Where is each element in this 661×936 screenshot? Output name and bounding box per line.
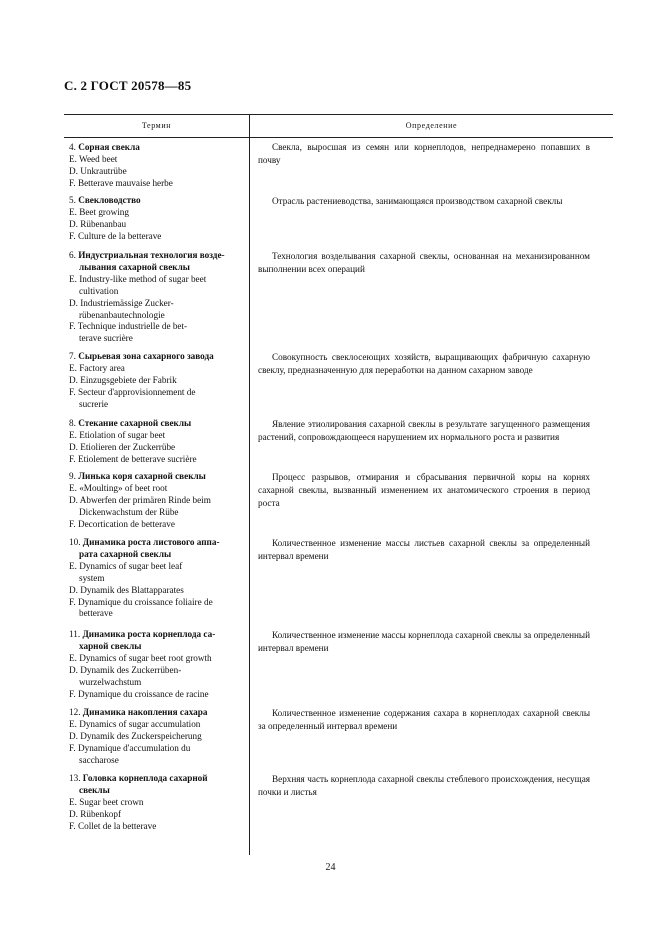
definition-entry-6: Технология возделывания сахарной свеклы, основанная на механизированном выполнении всех операций [258,251,590,274]
table-header-rule [64,137,613,138]
definition-entry-4: Свекла, выросшая из семян или корнеплодов, непреднамерено попавших в почву [258,142,590,165]
definition-entry-13: Верхняя часть корнеплода сахарной свеклы стеблевого происхождения, несущая почки и листья [258,774,590,797]
definition-entry-5: Отрасль растениеводства, занимающаяся производством сахарной свеклы [272,196,563,206]
term-entry-5: 5. Свекловодство E. Beet growing D. Rübenanbau F. Culture de la betterave [69,195,162,241]
term-entry-10: 10. Динамика роста листового аппа- рата сахарной свеклы E. Dynamics of sugar beet leaf system D. Dynamik des Blattapparates F. Dynamique du croissance foliaire de betterave [69,537,220,619]
column-header-definitions: Определение [405,121,458,130]
definition-entry-7: Совокупность свеклосеющих хозяйств, выращивающих фабричную сахарную свеклу, предназначенную для переработки на данном сахарном заводе [258,352,590,375]
definition-entry-8: Явление этиолирования сахарной свеклы в результате загущенного размещения растений, сопровождающееся нарушением их нормального роста и развития [258,419,590,442]
definition-entry-11: Количественное изменение массы корнеплода сахарной свеклы за определенный интервал времени [258,630,590,653]
definition-entry-12: Количественное изменение содержания сахара в корнеплодах сахарной свеклы за определенный интервал времени [258,708,590,731]
definition-entry-10: Количественное изменение массы листьев сахарной свеклы за определенный интервал времени [258,538,590,561]
term-entry-11: 11. Динамика роста корнеплода са- харной свеклы E. Dynamics of sugar beet root growth D. Dynamik des Zuckerrüben- wurzelwachstum F. Dynamique du croissance de racine [69,629,216,699]
term-entry-13: 13. Головка корнеплода сахарной свеклы E. Sugar beet crown D. Rübenkopf F. Collet de la betterave [69,773,208,831]
definition-entry-9: Процесс разрывов, отмирания и сбрасывания первичной коры на корнях сахарной свеклы, вызванный изменением их анатомического строения в период роста [258,472,590,508]
page-header: С. 2 ГОСТ 20578—85 [64,78,192,93]
term-entry-8: 8. Стекание сахарной свеклы E. Etiolation of sugar beet D. Etiolieren der Zuckerrübe F. Etiolement de betterave sucrière [69,418,197,464]
term-entry-7: 7. Сырьевая зона сахарного завода E. Factory area D. Einzugsgebiete der Fabrik F. Secteur d'approvisionnement de sucrerie [69,351,214,409]
term-entry-12: 12. Динамика накопления сахара E. Dynamics of sugar accumulation D. Dynamik des Zuckerspeicherung F. Dynamique d'accumulation du saccharose [69,707,208,765]
page-number: 24 [325,862,336,873]
term-entry-6: 6. Индустриальная технология возде- лывания сахарной свеклы E. Industry-like method of sugar beet cultivation D. Industriemässige Zucker- rübenanbautechnologie F. Technique industrielle de bet- terave sucrière [69,250,225,344]
term-entry-9: 9. Линька коря сахарной свеклы E. «Moulting» of beet root D. Abwerfen der primären Rinde beim Dickenwachstum der Rübe F. Decortication de betterave [69,471,211,529]
table-top-rule [64,114,613,115]
term-entry-4: 4. Сорная свекла E. Weed beet D. Unkrautrübe F. Betterave mauvaise herbe [69,142,173,188]
table-column-divider [249,114,250,855]
column-header-terms: Термин [141,121,172,130]
